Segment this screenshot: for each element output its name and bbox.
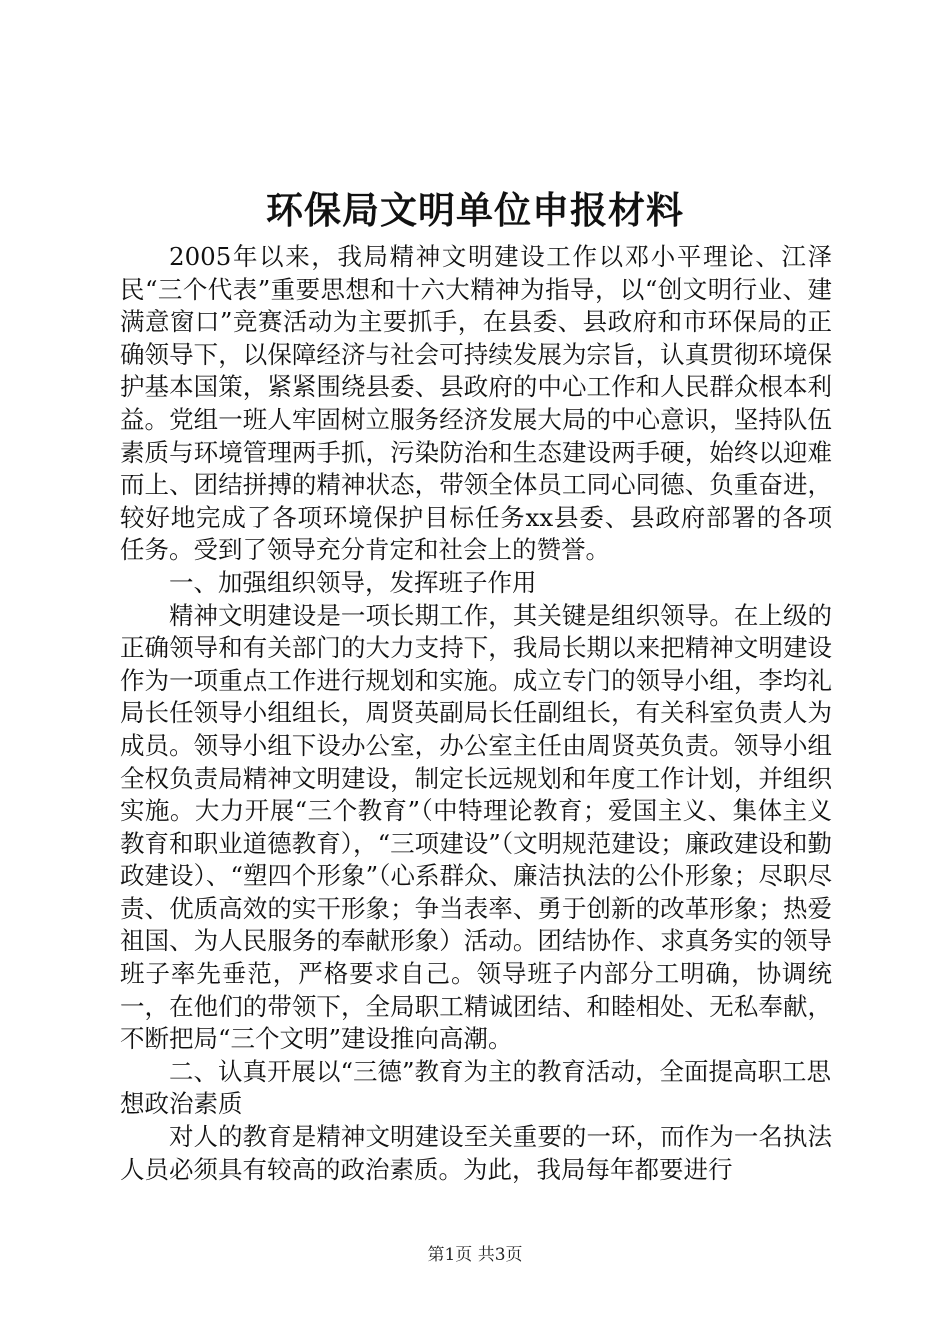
document-body [120, 241, 832, 1186]
section-2-paragraph: 对人的教育是精神文明建设至关重要的一环，而作为一名执法人员必须具有较高的政治素质。为此，我局每年都要进行 [120, 1122, 832, 1184]
intro-paragraph: 2005年以来，我局精神文明建设工作以邓小平理论、江泽民“三个代表”重要思想和十六大精神为指导，以“创文明行业、建满意窗口”竞赛活动为主要抓手，在县委、县政府和市环保局的正确领导下，以保障经济与社会可持续发展为宗旨，认真贯彻环境保护基本国策，紧紧围绕县委、县政府的中心工作和人民群众根本利益。党组一班人牢固树立服务经济发展大局的中心意识，坚持队伍素质与环境管理两手抓，污染防治和生态建设两手硬，始终以迎难而上、团结拼搏的精神状态，带领全体员工同心同德、负重奋进，较好地完成了各项环境保护目标任务xx县委、县政府部署的各项任务。受到了领导充分肯定和社会上的赞誉。 [120, 242, 832, 565]
document-title: 环保局文明单位申报材料 [266, 188, 684, 232]
section-heading-2: 二、认真开展以“三德”教育为主的教育活动，全面提高职工思想政治素质 [120, 1056, 832, 1119]
section-1-paragraph: 精神文明建设是一项长期工作，其关键是组织领导。在上级的正确领导和有关部门的大力支持下，我局长期以来把精神文明建设作为一项重点工作进行规划和实施。成立专门的领导小组，李均礼局长任领导小组组长，周贤英副局长任副组长，有关科室负责人为成员。领导小组下设办公室，办公室主任由周贤英负责。领导小组全权负责局精神文明建设，制定长远规划和年度工作计划，并组织实施。大力开展“三个教育”（中特理论教育；爱国主义、集体主义教育和职业道德教育），“三项建设”（文明规范建设；廉政建设和勤政建设）、“塑四个形象”（心系群众、廉洁执法的公仆形象；尽职尽责、优质高效的实干形象；争当表率、勇于创新的改革形象；热爱祖国、为人民服务的奉献形象）活动。团结协作、求真务实的领导班子率先垂范，严格要求自己。领导班子内部分工明确，协调统一，在他们的带领下，全局职工精诚团结、和睦相处、无私奉献，不断把局“三个文明”建设推向高潮。 [120, 600, 832, 1054]
page-footer: 第1页 共3页 [427, 1245, 523, 1265]
section-heading-1: 一、加强组织领导，发挥班子作用 [169, 567, 537, 597]
